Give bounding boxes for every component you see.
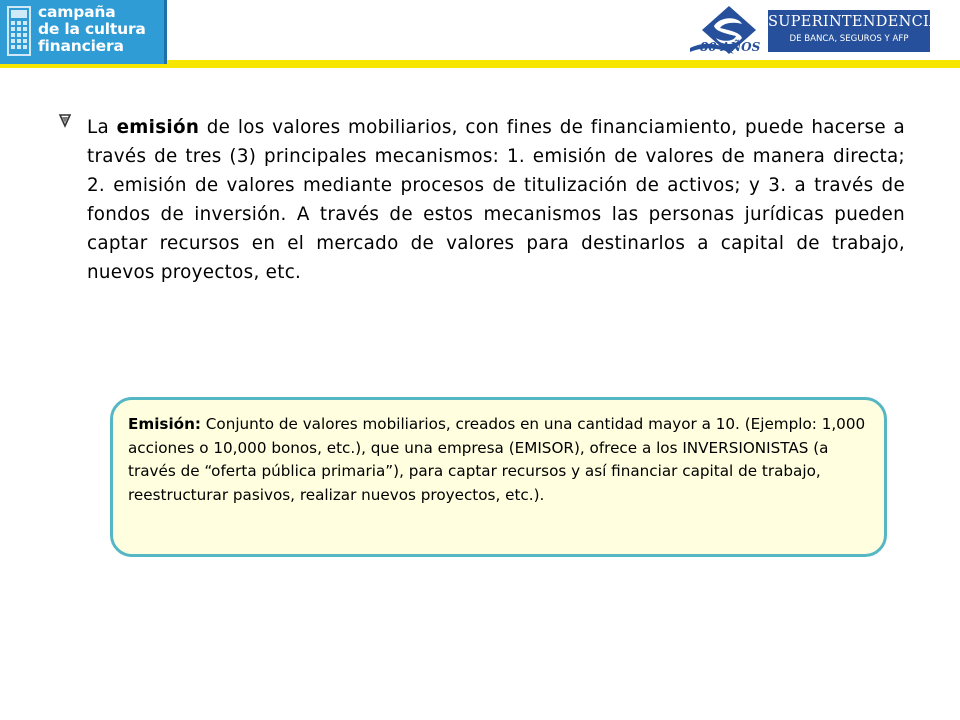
definition-body: Conjunto de valores mobiliarios, creados en una cantidad mayor a 10. (Ejemplo: 1,000 acciones o 10,000 bonos, etc.), que una empresa (EMISOR), ofrece a los INVERSIONISTAS (a través de “oferta pública primaria”), para captar recursos y así financiar capital de trabajo, reestructurar pasivos, realizar nuevos proyectos, etc.). bbox=[128, 415, 866, 504]
paragraph-highlight: emisión bbox=[116, 117, 200, 138]
calculator-icon bbox=[7, 6, 31, 56]
header-accent-bar-left bbox=[0, 64, 167, 68]
logo-subtitle: DE BANCA, SEGUROS Y AFP bbox=[789, 34, 909, 44]
campaign-title bbox=[38, 4, 162, 55]
superintendencia-logo bbox=[768, 10, 940, 52]
header bbox=[0, 0, 960, 66]
anniversary-label: 80 AÑOS bbox=[700, 40, 761, 54]
campaign-line-3: financiera bbox=[38, 37, 124, 55]
campaign-logo bbox=[0, 0, 164, 64]
campaign-divider bbox=[164, 0, 167, 64]
logo-title: SUPERINTENDENCIA bbox=[768, 14, 940, 30]
definition-term: Emisión: bbox=[128, 415, 201, 433]
campaign-line-1: campaña bbox=[38, 3, 116, 21]
paragraph-body: de los valores mobiliarios, con fines de financiamiento, puede hacerse a través de tres (3) principales mecanismos: 1. emisión de valores de manera directa; 2. emisión de valores mediante procesos de titulización de activos; y 3. a través de fondos de inversión. A través de estos mecanismos las personas jurídicas pueden captar recursos en el mercado de valores para destinarlos a capital de trabajo, nuevos proyectos, etc. bbox=[87, 117, 905, 283]
campaign-line-2: de la cultura bbox=[38, 20, 146, 38]
paragraph-lead: La bbox=[87, 117, 117, 138]
main-paragraph bbox=[87, 113, 905, 287]
definition-text bbox=[128, 413, 870, 507]
diamond-outline-icon bbox=[56, 114, 74, 128]
definition-box bbox=[110, 397, 887, 557]
header-accent-bar bbox=[167, 60, 960, 68]
